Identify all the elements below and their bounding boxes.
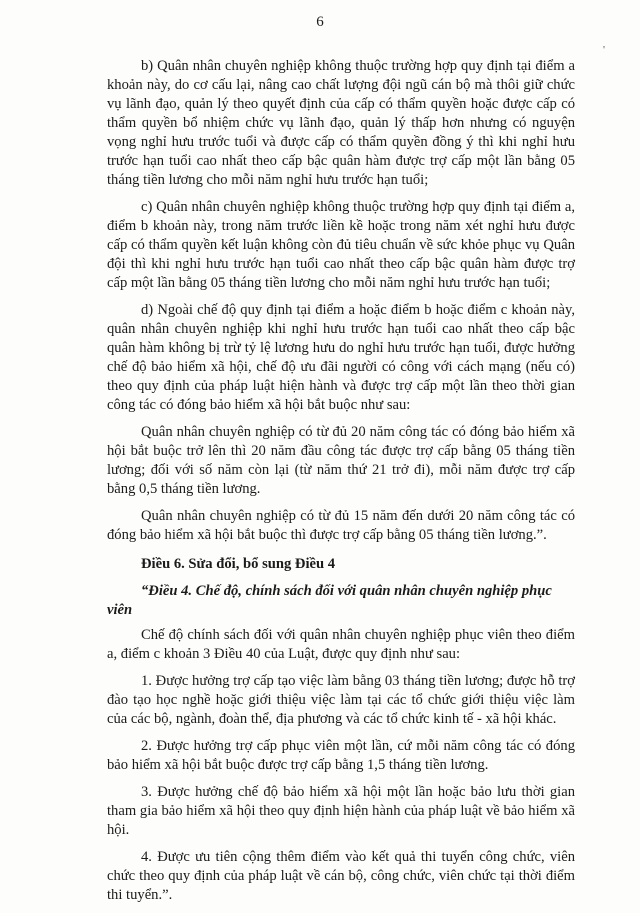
article-4-heading: “Điều 4. Chế độ, chính sách đối với quân nhân chuyên nghiệp phục viên	[107, 583, 552, 618]
article-6-heading: Điều 6. Sửa đổi, bổ sung Điều 4	[141, 556, 336, 572]
article-4-item-4: 4. Được ưu tiên cộng thêm điểm vào kết quả thi tuyển công chức, viên chức theo quy định của pháp luật về cán bộ, công chức, viên chức tại thời điểm thi tuyển.”.	[107, 849, 575, 903]
paragraph-20-years: Quân nhân chuyên nghiệp có từ đủ 20 năm công tác có đóng bảo hiểm xã hội bắt buộc trở lên thì 20 năm đầu công tác được trợ cấp bằng 05 tháng tiền lương; đối với số năm còn lại (từ năm thứ 21 trở đi), mỗi năm được trợ cấp bằng 0,5 tháng tiền lương.	[107, 424, 575, 497]
document-body	[107, 57, 575, 913]
article-4-item-2: 2. Được hưởng trợ cấp phục viên một lần, cứ mỗi năm công tác có đóng bảo hiểm xã hội bắt buộc được trợ cấp bằng 1,5 tháng tiền lương.	[107, 738, 575, 773]
paragraph-point-d: d) Ngoài chế độ quy định tại điểm a hoặc điểm b hoặc điểm c khoản này, quân nhân chuyên nghiệp khi nghỉ hưu trước hạn tuổi cao nhất theo cấp bậc quân hàm không bị trừ tỷ lệ lương hưu do nghỉ hưu trước hạn tuổi, được hưởng chế độ bảo hiểm xã hội, chế độ ưu đãi người có công với cách mạng (nếu có) theo quy định của pháp luật hiện hành và được trợ cấp một lần theo thời gian công tác có đóng bảo hiểm xã hội bắt buộc như sau:	[107, 302, 575, 413]
article-4-item-1: 1. Được hưởng trợ cấp tạo việc làm bằng 03 tháng tiền lương; được hỗ trợ đào tạo học nghề hoặc giới thiệu việc làm tại các tổ chức giới thiệu việc làm của các bộ, ngành, đoàn thể, địa phương và các tổ chức kinh tế - xã hội khác.	[107, 673, 575, 727]
article-4-item-3: 3. Được hưởng chế độ bảo hiểm xã hội một lần hoặc bảo lưu thời gian tham gia bảo hiểm xã hội theo quy định hiện hành của pháp luật về bảo hiểm xã hội.	[107, 784, 575, 838]
paragraph-point-c: c) Quân nhân chuyên nghiệp không thuộc trường hợp quy định tại điểm a, điểm b khoản này, trong năm trước liền kề hoặc trong năm xét nghỉ hưu được cấp có thẩm quyền kết luận không còn đủ tiêu chuẩn về sức khỏe phục vụ Quân đội thì khi nghỉ hưu trước hạn tuổi cao nhất theo cấp bậc quân hàm được trợ cấp một lần bằng 05 tháng tiền lương cho mỗi năm nghỉ hưu trước hạn tuổi;	[107, 199, 575, 291]
article-4-intro: Chế độ chính sách đối với quân nhân chuyên nghiệp phục viên theo điểm a, điểm c khoản 3 Điều 40 của Luật, được quy định như sau:	[107, 627, 575, 662]
paragraph-15-years: Quân nhân chuyên nghiệp có từ đủ 15 năm đến dưới 20 năm công tác có đóng bảo hiểm xã hội bắt buộc thì được trợ cấp bằng 05 tháng tiền lương.”.	[107, 508, 575, 543]
paragraph-point-b: b) Quân nhân chuyên nghiệp không thuộc trường hợp quy định tại điểm a khoản này, do cơ cấu lại, nâng cao chất lượng đội ngũ cán bộ mà thôi giữ chức vụ lãnh đạo, quản lý theo quyết định của cấp có thẩm quyền hoặc được cấp có thẩm quyền bổ nhiệm chức vụ lãnh đạo, quản lý thấp hơn nhưng có nguyện vọng nghỉ hưu trước tuổi và được cấp có thẩm quyền đồng ý thì khi nghỉ hưu trước hạn tuổi cao nhất theo cấp bậc quân hàm được trợ cấp một lần bằng 05 tháng tiền lương cho mỗi năm nghỉ hưu trước hạn tuổi;	[107, 58, 575, 188]
page-number: 6	[316, 14, 324, 30]
corner-mark: '	[603, 44, 605, 56]
